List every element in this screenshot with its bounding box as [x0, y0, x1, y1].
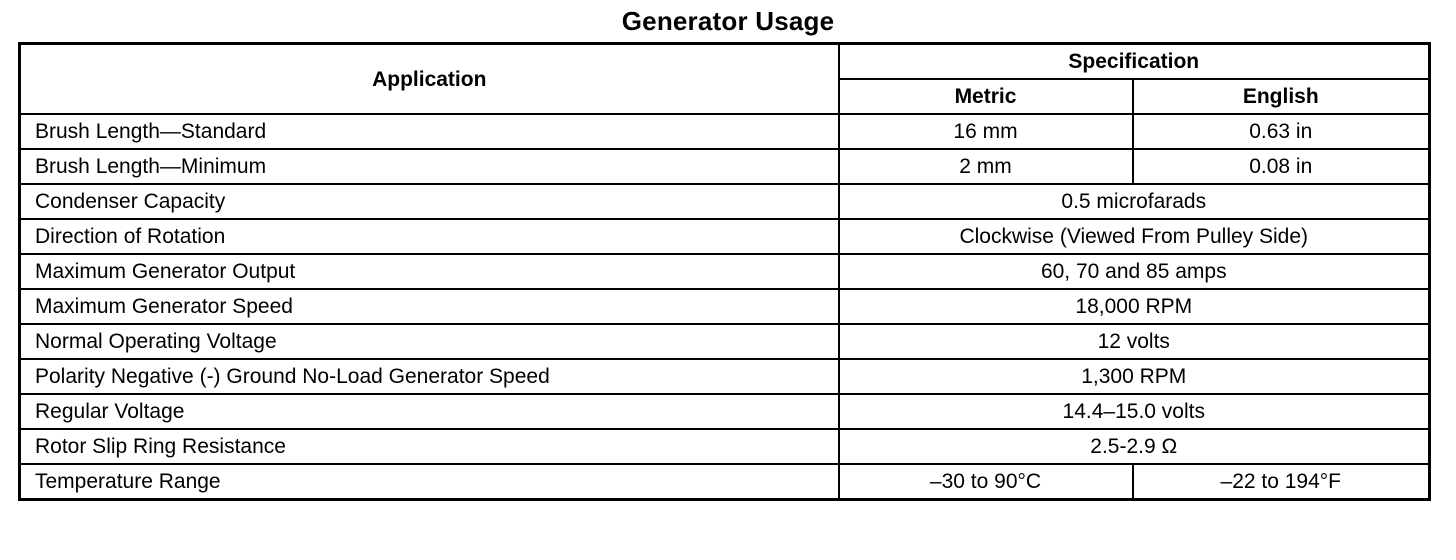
- table-row: [20, 114, 1430, 149]
- application-cell: Condenser Capacity: [20, 184, 839, 219]
- table-row: [20, 289, 1430, 324]
- specification-cell: 14.4–15.0 volts: [839, 394, 1430, 429]
- metric-cell: 16 mm: [839, 114, 1133, 149]
- table-row: [20, 429, 1430, 464]
- column-header-specification: Specification: [839, 44, 1430, 80]
- metric-cell: 2 mm: [839, 149, 1133, 184]
- table-row: [20, 394, 1430, 429]
- english-cell: 0.08 in: [1133, 149, 1430, 184]
- application-cell: Brush Length—Standard: [20, 114, 839, 149]
- specification-cell: 2.5-2.9 Ω: [839, 429, 1430, 464]
- application-cell: Direction of Rotation: [20, 219, 839, 254]
- specification-cell: Clockwise (Viewed From Pulley Side): [839, 219, 1430, 254]
- application-cell: Maximum Generator Output: [20, 254, 839, 289]
- column-header-english: English: [1133, 79, 1430, 114]
- application-cell: Maximum Generator Speed: [20, 289, 839, 324]
- column-header-metric: Metric: [839, 79, 1133, 114]
- specification-cell: 1,300 RPM: [839, 359, 1430, 394]
- generator-usage-table: [18, 42, 1431, 501]
- specification-cell: 12 volts: [839, 324, 1430, 359]
- specification-cell: 0.5 microfarads: [839, 184, 1430, 219]
- application-cell: Regular Voltage: [20, 394, 839, 429]
- table-row: [20, 324, 1430, 359]
- page-title: Generator Usage: [621, 6, 835, 36]
- table-row: [20, 149, 1430, 184]
- specification-cell: 60, 70 and 85 amps: [839, 254, 1430, 289]
- specification-cell: 18,000 RPM: [839, 289, 1430, 324]
- english-cell: 0.63 in: [1133, 114, 1430, 149]
- application-cell: Polarity Negative (-) Ground No-Load Generator Speed: [20, 359, 839, 394]
- english-cell: –22 to 194°F: [1133, 464, 1430, 500]
- table-row: [20, 254, 1430, 289]
- table-row: [20, 359, 1430, 394]
- table-row: [20, 464, 1430, 500]
- application-cell: Brush Length—Minimum: [20, 149, 839, 184]
- header-row: [20, 44, 1430, 80]
- application-cell: Temperature Range: [20, 464, 839, 500]
- application-cell: Rotor Slip Ring Resistance: [20, 429, 839, 464]
- table-row: [20, 184, 1430, 219]
- table-row: [20, 219, 1430, 254]
- metric-cell: –30 to 90°C: [839, 464, 1133, 500]
- column-header-application: Application: [20, 44, 839, 115]
- application-cell: Normal Operating Voltage: [20, 324, 839, 359]
